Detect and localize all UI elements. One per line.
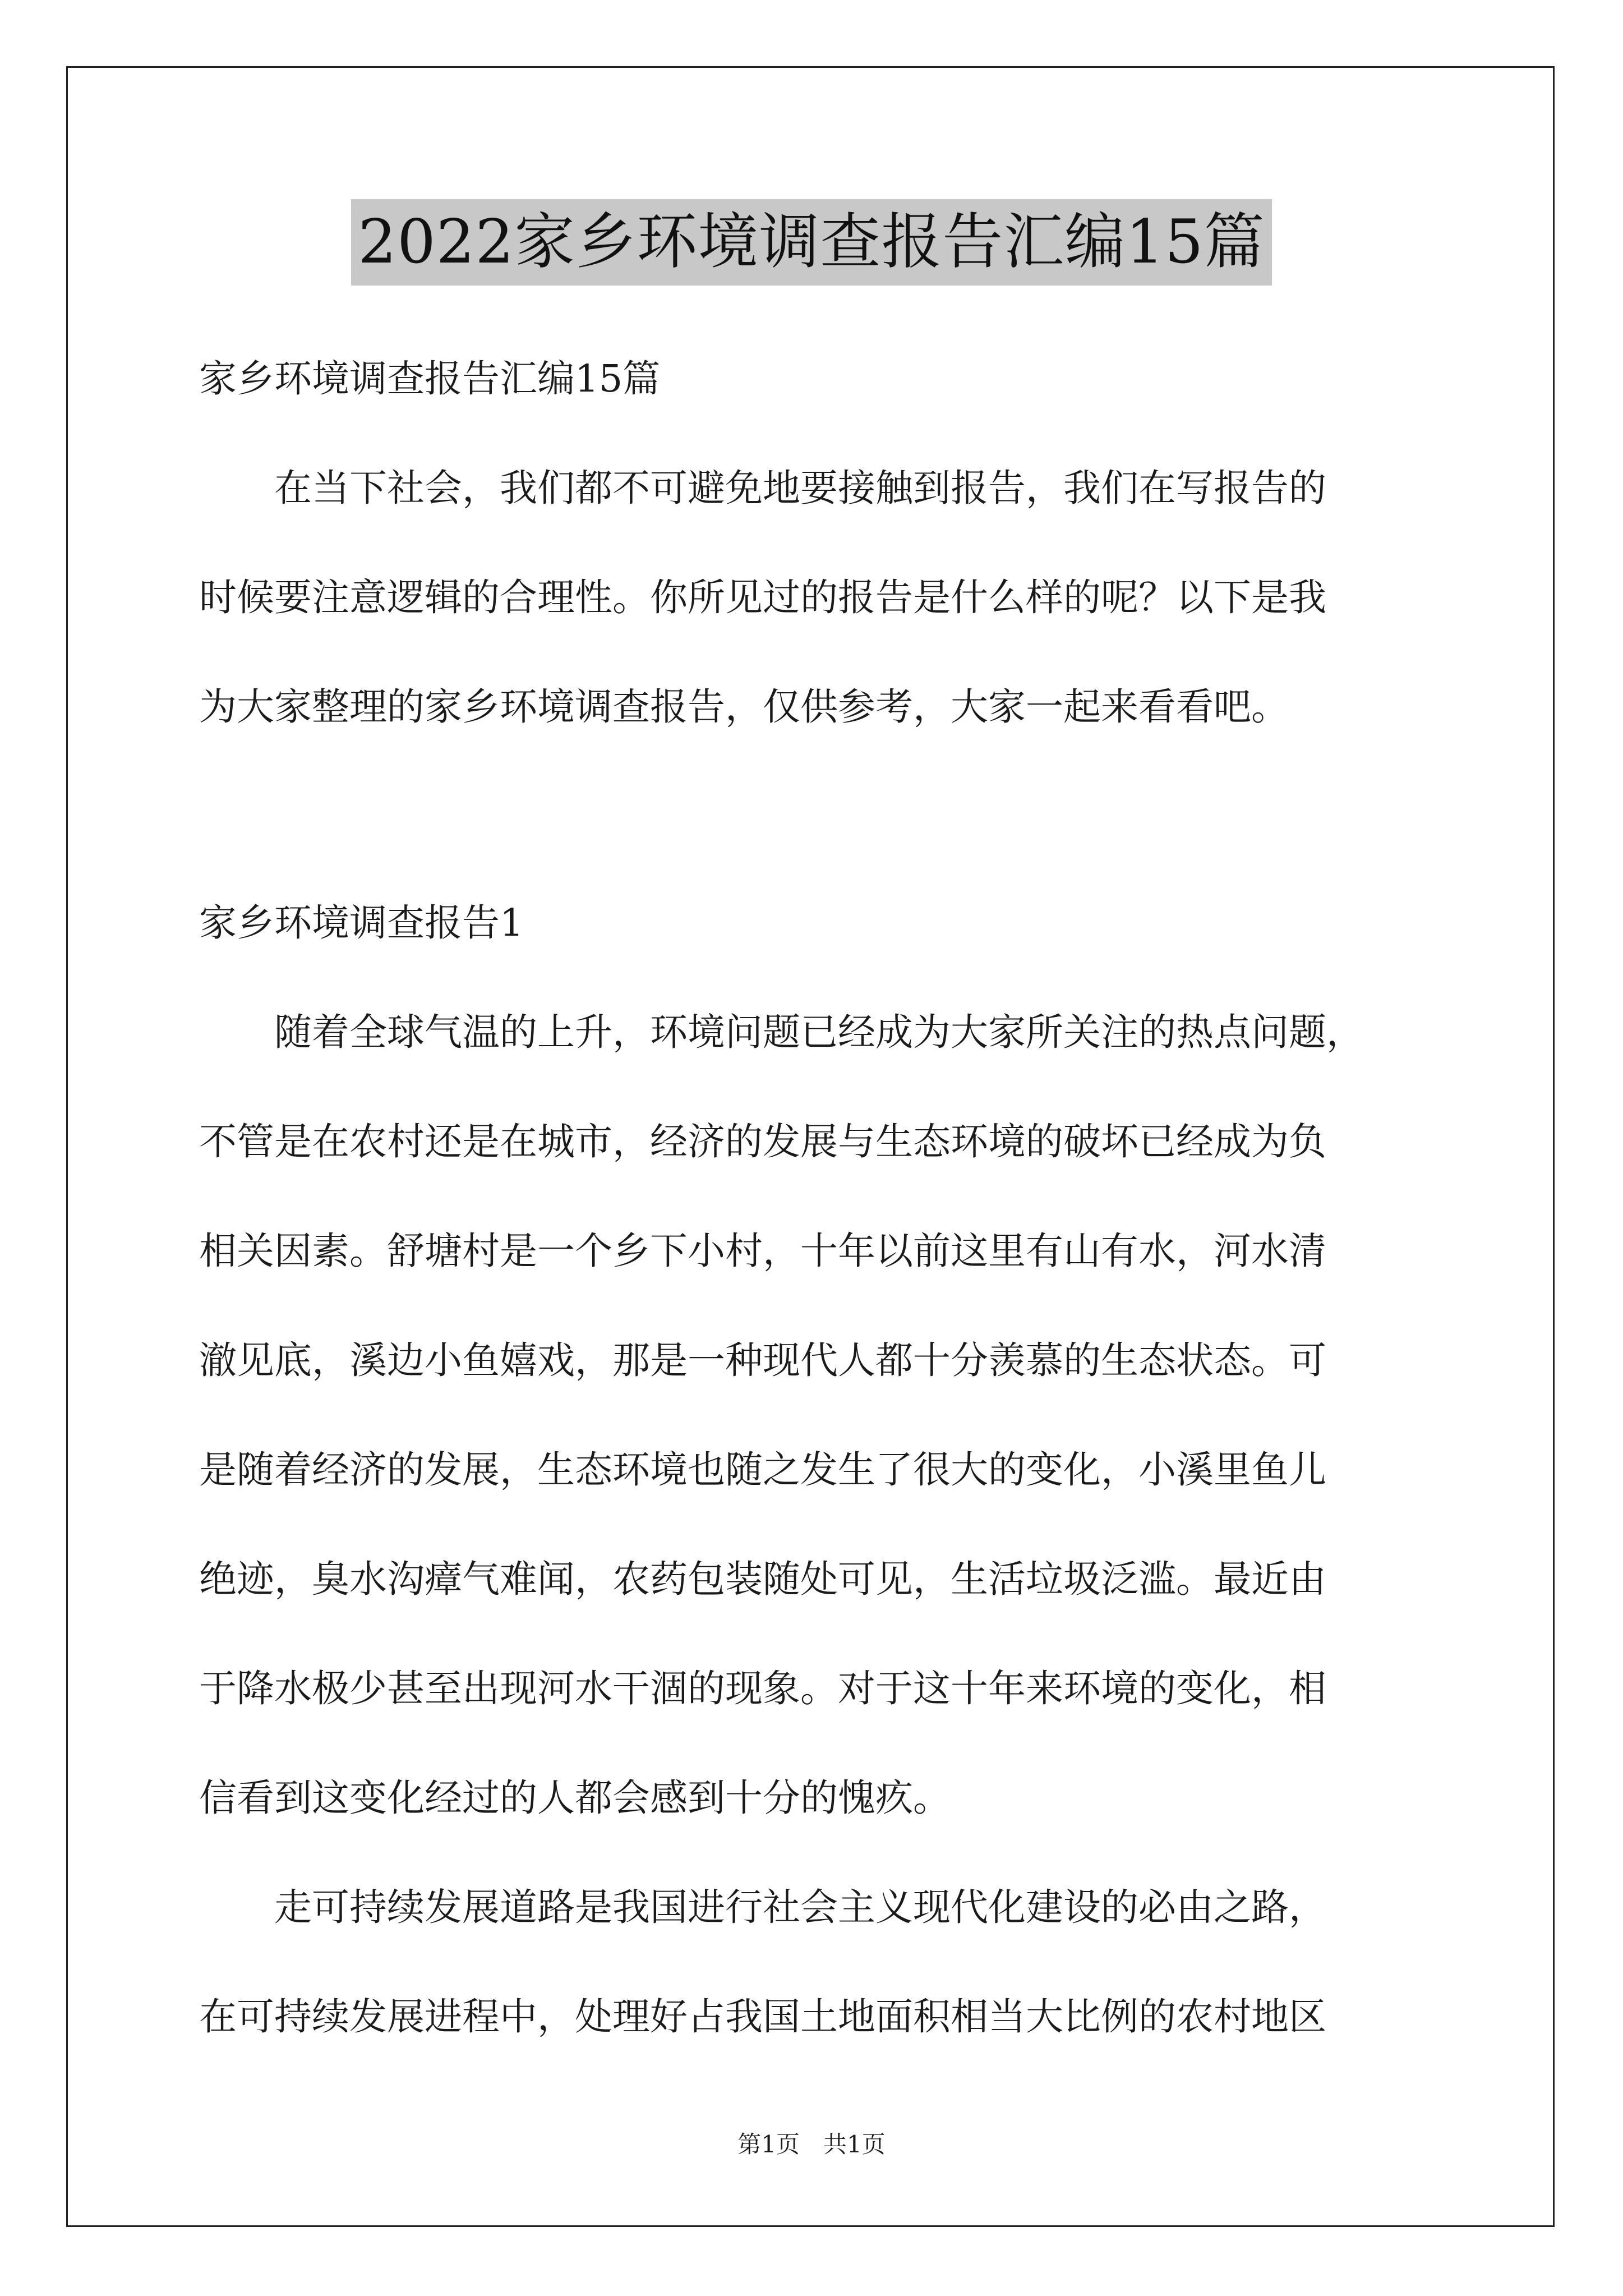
- paragraph-line: 信看到这变化经过的人都会感到十分的愧疚。: [199, 1776, 951, 1820]
- intro-line: 时候要注意逻辑的合理性。你所见过的报告是什么样的呢？以下是我: [199, 576, 1326, 619]
- paragraph-line: 相关因素。舒塘村是一个乡下小村，十年以前这里有山有水，河水清: [199, 1229, 1326, 1273]
- paragraph-line: 在可持续发展进程中，处理好占我国土地面积相当大比例的农村地区: [199, 1995, 1326, 2039]
- page-footer: 第1页 共1页: [737, 2131, 886, 2158]
- section-heading: 家乡环境调查报告1: [199, 901, 524, 945]
- paragraph-line: 澈见底，溪边小鱼嬉戏，那是一种现代人都十分羡慕的生态状态。可: [199, 1338, 1326, 1382]
- paragraph-line: 走可持续发展道路是我国进行社会主义现代化建设的必由之路，: [274, 1885, 1326, 1929]
- paragraph-line: 不管是在农村还是在城市，经济的发展与生态环境的破坏已经成为负: [199, 1120, 1326, 1163]
- paragraph-line: 绝迹，臭水沟瘴气难闻，农药包装随处可见，生活垃圾泛滥。最近由: [199, 1557, 1326, 1601]
- paragraph-line: 是随着经济的发展，生态环境也随之发生了很大的变化，小溪里鱼儿: [199, 1448, 1326, 1492]
- paragraph-line: 于降水极少甚至出现河水干涸的现象。对于这十年来环境的变化，相: [199, 1667, 1326, 1710]
- document-title: 2022家乡环境调查报告汇编15篇: [351, 199, 1271, 286]
- intro-line: 在当下社会，我们都不可避免地要接触到报告，我们在写报告的: [274, 466, 1326, 510]
- title-container: [0, 199, 1623, 286]
- paragraph-line: 随着全球气温的上升，环境问题已经成为大家所关注的热点问题，: [274, 1010, 1364, 1054]
- intro-line: 为大家整理的家乡环境调查报告，仅供参考，大家一起来看看吧。: [199, 685, 1289, 729]
- document-subtitle: 家乡环境调查报告汇编15篇: [199, 357, 661, 401]
